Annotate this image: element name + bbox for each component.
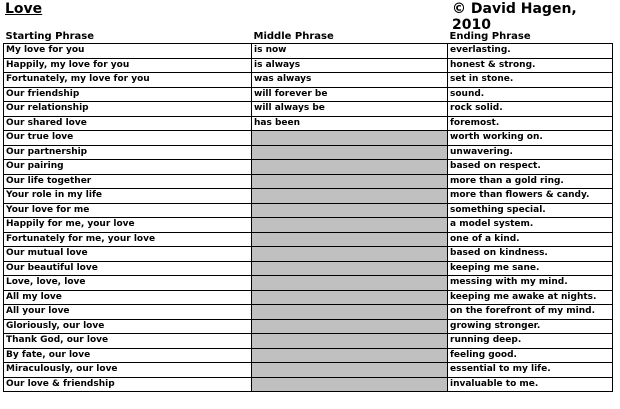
starting-phrase-cell: Gloriously, our love bbox=[4, 319, 252, 334]
ending-phrase-cell: feeling good. bbox=[448, 348, 613, 363]
middle-phrase-cell: will forever be bbox=[252, 87, 448, 102]
table-row bbox=[4, 363, 613, 378]
middle-phrase-cell bbox=[252, 232, 448, 247]
middle-phrase-cell: is always bbox=[252, 58, 448, 73]
ending-phrase-cell: unwavering. bbox=[448, 145, 613, 160]
middle-phrase-cell bbox=[252, 334, 448, 349]
ending-phrase-cell: honest & strong. bbox=[448, 58, 613, 73]
table-row bbox=[4, 87, 613, 102]
middle-phrase-cell bbox=[252, 218, 448, 233]
ending-phrase-cell: everlasting. bbox=[448, 44, 613, 59]
starting-phrase-cell: Our true love bbox=[4, 131, 252, 146]
table-row bbox=[4, 232, 613, 247]
starting-phrase-cell: Miraculously, our love bbox=[4, 363, 252, 378]
starting-phrase-cell: Our love & friendship bbox=[4, 377, 252, 392]
table-row bbox=[4, 247, 613, 262]
table-row bbox=[4, 261, 613, 276]
middle-phrase-cell bbox=[252, 145, 448, 160]
ending-phrase-cell: keeping me awake at nights. bbox=[448, 290, 613, 305]
table-row bbox=[4, 174, 613, 189]
middle-phrase-cell: has been bbox=[252, 116, 448, 131]
middle-phrase-cell: will always be bbox=[252, 102, 448, 117]
middle-phrase-cell bbox=[252, 131, 448, 146]
ending-phrase-cell: more than a gold ring. bbox=[448, 174, 613, 189]
table-row bbox=[4, 58, 613, 73]
table-row bbox=[4, 218, 613, 233]
starting-phrase-cell: Our relationship bbox=[4, 102, 252, 117]
table-row bbox=[4, 116, 613, 131]
middle-phrase-cell bbox=[252, 261, 448, 276]
table-row bbox=[4, 145, 613, 160]
table-row bbox=[4, 319, 613, 334]
starting-phrase-cell: All my love bbox=[4, 290, 252, 305]
column-header-starting: Starting Phrase bbox=[5, 31, 94, 42]
ending-phrase-cell: rock solid. bbox=[448, 102, 613, 117]
ending-phrase-cell: messing with my mind. bbox=[448, 276, 613, 291]
ending-phrase-cell: essential to my life. bbox=[448, 363, 613, 378]
table-row bbox=[4, 73, 613, 88]
column-header-ending: Ending Phrase bbox=[449, 31, 531, 42]
ending-phrase-cell: based on respect. bbox=[448, 160, 613, 175]
page-title: Love bbox=[5, 1, 43, 17]
ending-phrase-cell: invaluable to me. bbox=[448, 377, 613, 392]
starting-phrase-cell: Your role in my life bbox=[4, 189, 252, 204]
starting-phrase-cell: Fortunately for me, your love bbox=[4, 232, 252, 247]
middle-phrase-cell bbox=[252, 247, 448, 262]
middle-phrase-cell bbox=[252, 160, 448, 175]
ending-phrase-cell: set in stone. bbox=[448, 73, 613, 88]
ending-phrase-cell: based on kindness. bbox=[448, 247, 613, 262]
phrase-table bbox=[3, 31, 613, 392]
starting-phrase-cell: My love for you bbox=[4, 44, 252, 59]
ending-phrase-cell: running deep. bbox=[448, 334, 613, 349]
ending-phrase-cell: something special. bbox=[448, 203, 613, 218]
starting-phrase-cell: Happily, my love for you bbox=[4, 58, 252, 73]
copyright-notice: © David Hagen, 2010 bbox=[452, 1, 577, 33]
table-row bbox=[4, 44, 613, 59]
ending-phrase-cell: foremost. bbox=[448, 116, 613, 131]
table-row bbox=[4, 131, 613, 146]
starting-phrase-cell: Our shared love bbox=[4, 116, 252, 131]
starting-phrase-cell: Our beautiful love bbox=[4, 261, 252, 276]
middle-phrase-cell bbox=[252, 377, 448, 392]
ending-phrase-cell: one of a kind. bbox=[448, 232, 613, 247]
table-row bbox=[4, 276, 613, 291]
table-row bbox=[4, 102, 613, 117]
middle-phrase-cell bbox=[252, 305, 448, 320]
ending-phrase-cell: on the forefront of my mind. bbox=[448, 305, 613, 320]
starting-phrase-cell: Happily for me, your love bbox=[4, 218, 252, 233]
middle-phrase-cell bbox=[252, 363, 448, 378]
starting-phrase-cell: Thank God, our love bbox=[4, 334, 252, 349]
middle-phrase-cell bbox=[252, 348, 448, 363]
ending-phrase-cell: growing stronger. bbox=[448, 319, 613, 334]
middle-phrase-cell bbox=[252, 319, 448, 334]
table-row bbox=[4, 305, 613, 320]
column-header-middle: Middle Phrase bbox=[253, 31, 334, 42]
ending-phrase-cell: keeping me sane. bbox=[448, 261, 613, 276]
ending-phrase-cell: worth working on. bbox=[448, 131, 613, 146]
starting-phrase-cell: Your love for me bbox=[4, 203, 252, 218]
middle-phrase-cell bbox=[252, 189, 448, 204]
starting-phrase-cell: Our friendship bbox=[4, 87, 252, 102]
starting-phrase-cell: All your love bbox=[4, 305, 252, 320]
ending-phrase-cell: a model system. bbox=[448, 218, 613, 233]
starting-phrase-cell: Our pairing bbox=[4, 160, 252, 175]
table-row bbox=[4, 203, 613, 218]
starting-phrase-cell: Our life together bbox=[4, 174, 252, 189]
middle-phrase-cell bbox=[252, 276, 448, 291]
table-row bbox=[4, 348, 613, 363]
starting-phrase-cell: Love, love, love bbox=[4, 276, 252, 291]
table-row bbox=[4, 189, 613, 204]
starting-phrase-cell: Our mutual love bbox=[4, 247, 252, 262]
starting-phrase-cell: Fortunately, my love for you bbox=[4, 73, 252, 88]
middle-phrase-cell: was always bbox=[252, 73, 448, 88]
middle-phrase-cell bbox=[252, 174, 448, 189]
header-row bbox=[4, 31, 613, 44]
middle-phrase-cell bbox=[252, 203, 448, 218]
table-row bbox=[4, 334, 613, 349]
starting-phrase-cell: Our partnership bbox=[4, 145, 252, 160]
middle-phrase-cell: is now bbox=[252, 44, 448, 59]
table-row bbox=[4, 377, 613, 392]
ending-phrase-cell: more than flowers & candy. bbox=[448, 189, 613, 204]
table-row bbox=[4, 290, 613, 305]
middle-phrase-cell bbox=[252, 290, 448, 305]
ending-phrase-cell: sound. bbox=[448, 87, 613, 102]
starting-phrase-cell: By fate, our love bbox=[4, 348, 252, 363]
table-row bbox=[4, 160, 613, 175]
